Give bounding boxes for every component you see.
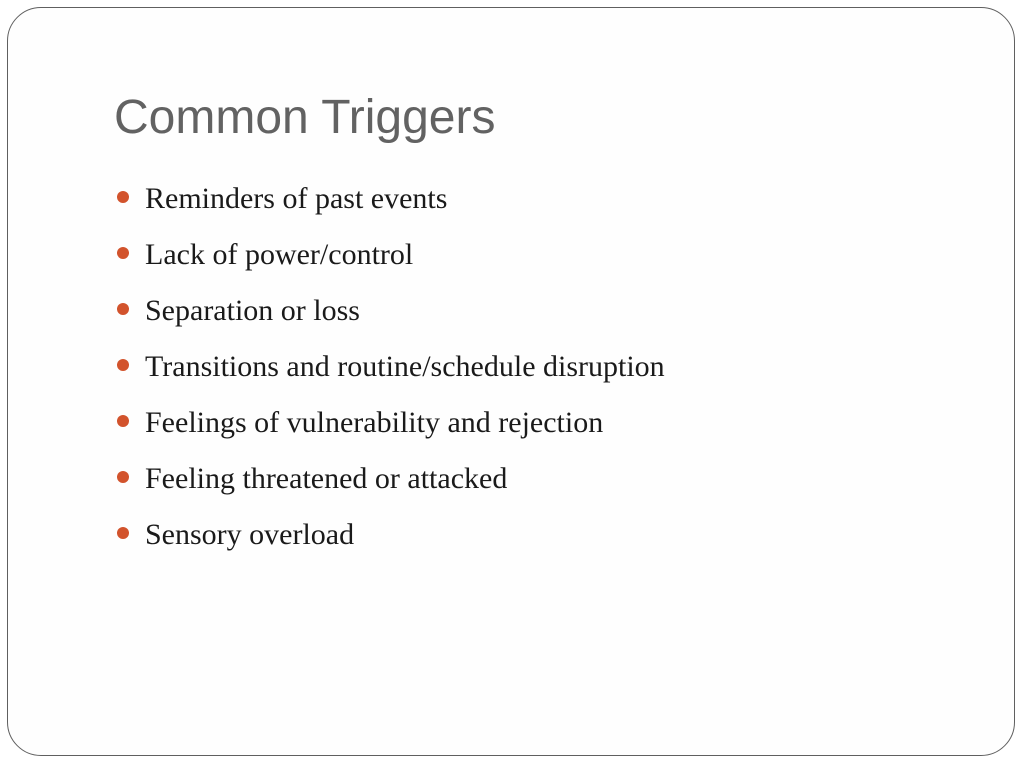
bullet-list: [114, 171, 665, 563]
bullet-dot-icon: [117, 471, 129, 483]
bullet-dot-icon: [117, 415, 129, 427]
bullet-dot-icon: [117, 191, 129, 203]
slide-title: Common Triggers: [114, 91, 496, 144]
list-item-text: Separation or loss: [145, 294, 360, 327]
list-item: [114, 451, 665, 507]
bullet-dot-icon: [117, 247, 129, 259]
slide: [7, 7, 1015, 756]
list-item-text: Transitions and routine/schedule disruption: [145, 350, 665, 383]
list-item: [114, 395, 665, 451]
list-item: [114, 339, 665, 395]
list-item-text: Feeling threatened or attacked: [145, 462, 508, 495]
bullet-dot-icon: [117, 527, 129, 539]
list-item: [114, 507, 665, 563]
list-item: [114, 283, 665, 339]
bullet-dot-icon: [117, 303, 129, 315]
bullet-dot-icon: [117, 359, 129, 371]
list-item: [114, 227, 665, 283]
list-item-text: Sensory overload: [145, 518, 355, 551]
list-item-text: Lack of power/control: [145, 238, 414, 271]
list-item-text: Reminders of past events: [145, 182, 448, 215]
list-item: [114, 171, 665, 227]
list-item-text: Feelings of vulnerability and rejection: [145, 406, 604, 439]
